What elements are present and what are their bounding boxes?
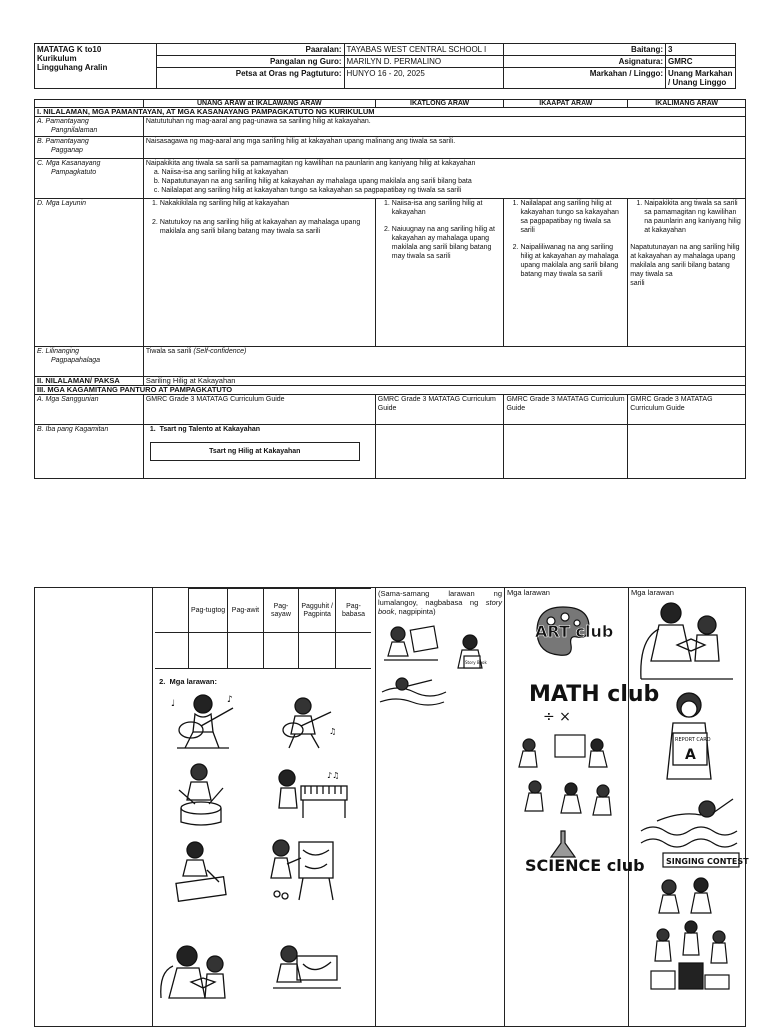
sanggunian-day5: GMRC Grade 3 MATATAG Curriculum Guide (628, 395, 746, 425)
section-3-heading: III. MGA KAGAMITANG PANTURO AT PAMPAGKATUTO (35, 386, 746, 395)
girl-playing-piano-illustration (271, 766, 351, 820)
objective-item: 2. Natutukoy na ang sariling hilig at kakayahan ay mahalaga upang makilala ang sarili bilang batang may tiwala sa sarili (160, 218, 373, 236)
lesson-plan-table (34, 99, 746, 479)
col-day5: IKALIMANG ARAW (628, 100, 746, 108)
school-value: TAYABAS WEST CENTRAL SCHOOL I (344, 44, 504, 56)
header-table (34, 43, 736, 89)
talent-header: Pag-tugtog (188, 589, 227, 633)
day3-note: (Sama-samang larawan ng lumalangoy, nagbabasa ng story book, nagpipinta) (378, 589, 503, 616)
iba-day12 (143, 425, 375, 479)
row-d-day5-text: Napatutunayan na ang sariling hilig at kakayahan ay mahalaga upang makilala ang sarili bilang batang may tiwala sa (630, 244, 740, 278)
objective-item: 1. Naipakikita ang tiwala sa sarili sa pamamagitan ng kawilihan na paunlarin ang kaniyang hilig at kakayahan (644, 199, 743, 235)
talent-header: Pag-awit (228, 589, 263, 633)
mother-and-child-reading-illustration (637, 599, 741, 683)
girl-drawing-illustration (167, 840, 237, 902)
section-2-heading: II. NILALAMAN/ PAKSA (35, 377, 144, 386)
row-c-label: C. Mga Kasanayang Pampagkatuto (35, 159, 144, 199)
objective-item: 2. Naipaliliwanag na ang sariling hilig at kakayahan ay mahalaga upang makilala ang sarili bilang batang may tiwala sa sarili (520, 243, 625, 279)
lower-label-cell (35, 588, 153, 1027)
teacher-value: MARILYN D. PERMALINO (344, 56, 504, 68)
math-club-logo (523, 667, 660, 727)
date-label: Petsa at Oras ng Pagtuturo: (156, 68, 344, 89)
item-2-label: 2. Mga larawan: (159, 677, 218, 686)
row-a-text: Natututuhan ng mag-aaral ang pag-unawa sa sariling hilig at kakayahan. (143, 117, 745, 137)
day5-label: Mga larawan (630, 588, 674, 597)
row-iba-label: B. Iba pang Kagamitan (35, 425, 144, 479)
col-day3: IKATLONG ARAW (375, 100, 504, 108)
lower-table (34, 587, 749, 1027)
svg-text:÷ ×: ÷ × (543, 709, 571, 725)
mother-reading-to-child-illustration (157, 942, 241, 1008)
girl-playing-guitar-illustration (163, 690, 243, 752)
objective-item: 2. Naiuugnay na ang sariling hilig at kakayahan ay mahalaga upang makilala ang sarili bilang batang may tiwala sa sarili (392, 225, 502, 261)
sanggunian-day12: GMRC Grade 3 MATATAG Curriculum Guide (143, 395, 375, 425)
talent-header: Pag-babasa (335, 589, 371, 633)
objective-item: 1. Nakakikilala ng sariling hilig at kakayahan (160, 199, 373, 208)
boy-playing-drum-illustration (169, 762, 235, 826)
objective-item: 1. Naiisa-isa ang sariling hilig at kakayahan (392, 199, 502, 217)
section-1-heading: I. NILALAMAN, MGA PAMANTAYAN, AT MGA KASANAYANG PAMPAGKATUTO NG KURIKULUM (35, 108, 746, 117)
teacher-label: Pangalan ng Guro: (156, 56, 344, 68)
swimming-boy-illustration (637, 791, 741, 849)
row-b-label: B. Pamantayang Pagganap (35, 137, 144, 159)
row-c-text (143, 159, 745, 199)
row-d-label: D. Mga Layunin (35, 199, 144, 347)
svg-text:♫: ♫ (329, 727, 337, 736)
curriculum-line-2: Kurikulum (37, 54, 77, 63)
math-club-text: MATH club (529, 682, 660, 707)
subject-value: GMRC (666, 56, 736, 68)
kids-club-activities-illustration (511, 731, 621, 821)
row-d-day12 (143, 199, 375, 347)
row-b-text: Naisasagawa ng mag-aaral ang mga sariling hilig at kakayahan upang malinang ang tiwala sa sarili. (143, 137, 745, 159)
grade-value: 3 (666, 44, 736, 56)
date-value: HUNYO 16 - 20, 2025 (344, 68, 504, 89)
svg-text:♪: ♪ (227, 695, 233, 705)
row-c-intro: Naipakikita ang tiwala sa sarili sa pamamagitan ng kawilihan na paunlarin ang kaniyang hilig at kakayahan (145, 160, 476, 167)
row-e-label: E. Lilinanging Pagpapahalaga (35, 347, 144, 377)
quarter-label: Markahan / Linggo: (504, 68, 666, 89)
school-label: Paaralan: (156, 44, 344, 56)
day4-label: Mga larawan (507, 588, 550, 597)
art-club-text: ART club (535, 622, 614, 641)
curriculum-line-3: Lingguhang Aralin (37, 63, 108, 72)
lower-day3 (376, 588, 505, 1027)
talent-chart (155, 588, 371, 669)
report-card-grade: A (684, 747, 696, 763)
row-d-day5-tail: sarili (630, 280, 645, 287)
svg-text:♩: ♩ (171, 699, 176, 709)
lower-day12 (153, 588, 376, 1027)
row-e-text: Tiwala sa sarili (Self-confidence) (143, 347, 745, 377)
podium-winners-illustration (643, 919, 739, 989)
row-d-day4 (504, 199, 628, 347)
story-book-text: Story Book (465, 660, 487, 665)
report-card-text: REPORT CARD (674, 737, 711, 743)
talent-header: Pagguhit / Pagpinta (299, 589, 336, 633)
row-c-item-c: c. Nailalapat ang sariling hilig at kakayahan tungo sa kakayahan sa pagpapatibay ng tiwala sa sarili (153, 187, 462, 194)
curriculum-line-1: MATATAG K to10 (37, 45, 102, 54)
subject-label: Asignatura: (504, 56, 666, 68)
singing-contest-text: SINGING CONTEST (665, 857, 749, 866)
lower-day4 (505, 588, 660, 1027)
row-sanggunian-label: A. Mga Sanggunian (35, 395, 144, 425)
objective-item: 1. Nailalapat ang sariling hilig at kakayahan tungo sa kakayahan sa pagpapatibay ng tiwala sa sarili (520, 199, 625, 235)
sanggunian-day4: GMRC Grade 3 MATATAG Curriculum Guide (504, 395, 628, 425)
iba-item-1: 1. Tsart ng Talento at Kakayahan (149, 426, 261, 433)
row-c-item-a: a. Naiisa-isa ang sariling hilig at kakayahan (153, 169, 289, 176)
row-d-day3 (375, 199, 504, 347)
curriculum-cell (35, 44, 157, 89)
singing-contest-illustration (639, 851, 749, 917)
science-club-logo (521, 827, 645, 887)
lower-day5 (628, 588, 749, 1027)
student-with-report-card-illustration (651, 689, 727, 789)
row-d-day5 (628, 199, 746, 347)
section-2-text: Sariling Hilig at Kakayahan (143, 377, 745, 386)
tsart-box: Tsart ng Hilig at Kakayahan (150, 442, 360, 461)
svg-text:♪♫: ♪♫ (327, 771, 340, 780)
quarter-value: Unang Markahan / Unang Linggo (666, 68, 736, 89)
col-day4: IKAAPAT ARAW (504, 100, 628, 108)
art-club-logo (529, 601, 614, 661)
col-day12: UNANG ARAW at IKALAWANG ARAW (143, 100, 375, 108)
boy-painting-illustration (265, 836, 341, 904)
sanggunian-day3: GMRC Grade 3 MATATAG Curriculum Guide (375, 395, 504, 425)
grade-label: Baitang: (504, 44, 666, 56)
talent-header: Pag-sayaw (263, 589, 299, 633)
science-club-text: SCIENCE club (525, 856, 645, 875)
group-activities-illustration (378, 622, 502, 708)
row-a-label: A. Pamantayang Pangnilalaman (35, 117, 144, 137)
talent-pictures (153, 690, 375, 1026)
row-c-item-b: b. Napatutunayan na ang sariling hilig at kakayahan ay mahalaga upang makilala ang sarili bilang bata (153, 178, 472, 185)
boy-painting-table-illustration (269, 942, 345, 1002)
boy-playing-guitar-illustration (271, 694, 341, 752)
